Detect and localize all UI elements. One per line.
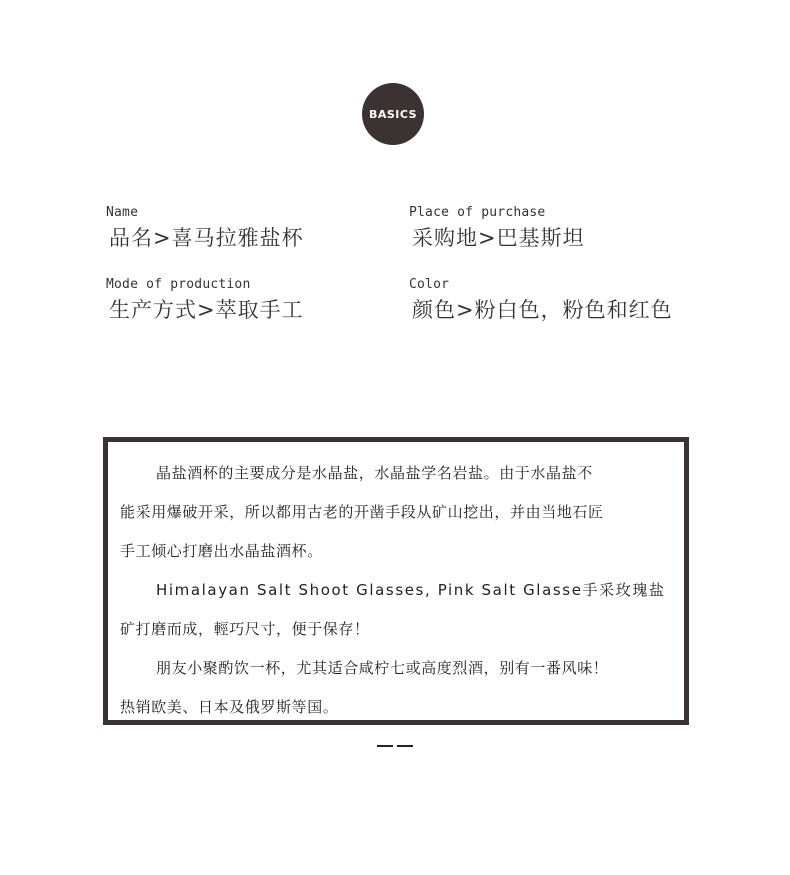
basics-badge [362,83,424,145]
field-color-label: Color [409,277,450,292]
field-place-label: Place of purchase [409,205,546,220]
description-box [103,437,689,725]
field-mode-value: 生产方式>萃取手工 [109,298,304,322]
field-color-value: 颜色>粉白色，粉色和红色 [412,298,673,322]
field-place-value: 采购地>巴基斯坦 [412,226,585,250]
divider-dash [397,745,413,747]
field-mode-of-production [106,277,304,324]
description-line: 能采用爆破开采，所以都用古老的开凿手段从矿山挖出，并由当地石匠 [120,503,604,521]
divider-dash [377,745,393,747]
field-name [106,205,304,252]
description-line: 晶盐酒杯的主要成分是水晶盐，水晶盐学名岩盐。由于水晶盐不 [156,464,593,482]
field-color [409,277,673,324]
field-mode-label: Mode of production [106,277,251,292]
field-name-value: 品名>喜马拉雅盐杯 [109,226,304,250]
description-line: 手工倾心打磨出水晶盐酒杯。 [120,542,323,560]
description-line: Himalayan Salt Shoot Glasses, Pink Salt Glasse手采玫瑰盐 [156,581,666,599]
description-line: 朋友小聚酌饮一杯，尤其适合咸柠七或高度烈酒，别有一番风味！ [156,659,609,677]
field-place-of-purchase [409,205,585,252]
basics-badge-label: BASICS [368,107,418,121]
field-name-label: Name [106,205,139,220]
description-line: 热销欧美、日本及俄罗斯等国。 [120,698,339,716]
description-line: 矿打磨而成，輕巧尺寸，便于保存！ [120,620,370,638]
